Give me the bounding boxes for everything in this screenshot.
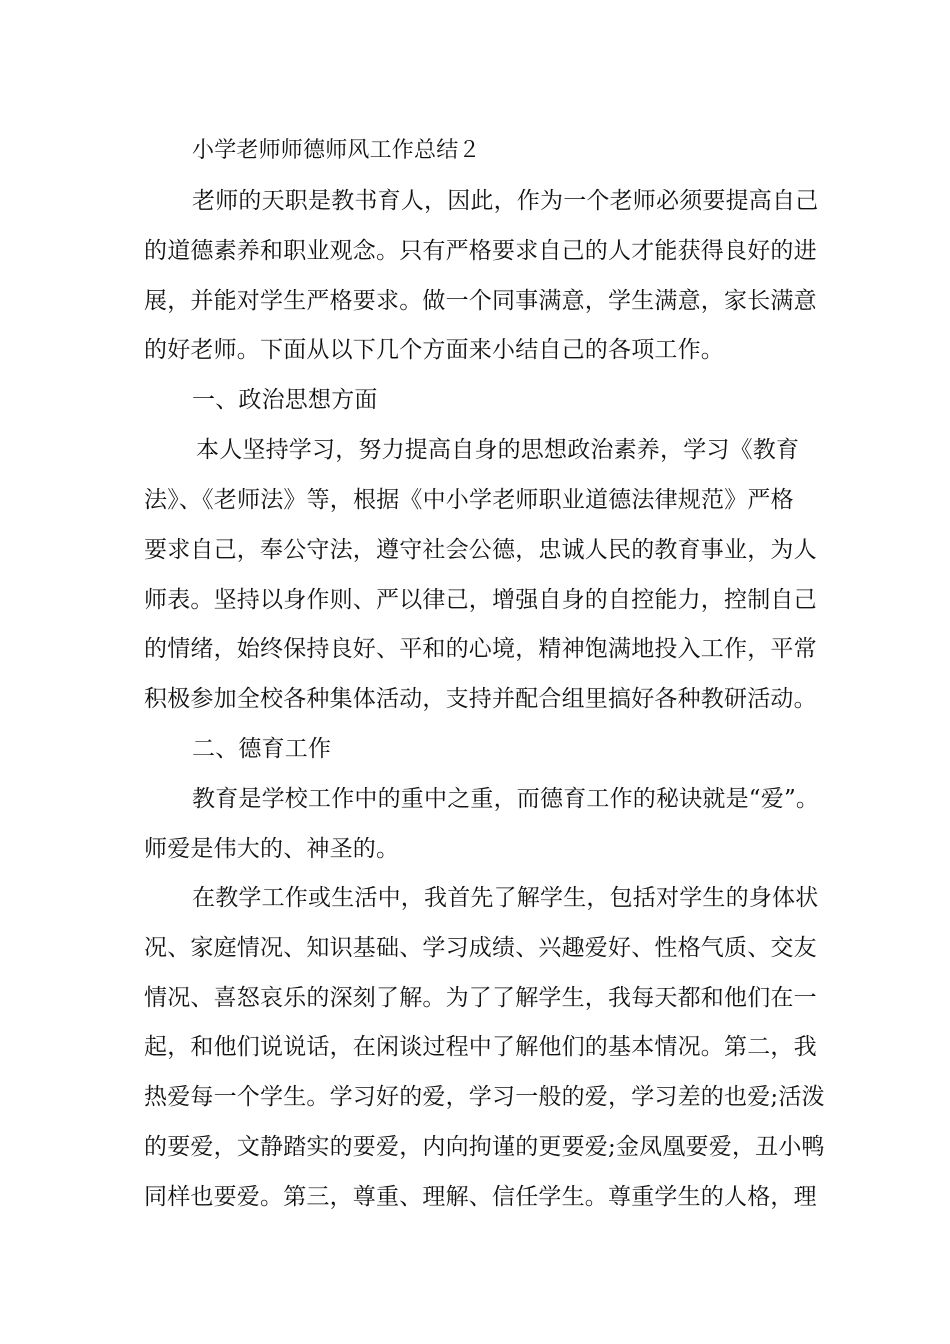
paragraph-line: 的道德素养和职业观念。只有严格要求自己的人才能获得良好的进 xyxy=(144,238,817,264)
paragraph-line: 积极参加全校各种集体活动，支持并配合组里搞好各种教研活动。 xyxy=(144,686,817,712)
section-heading: 一、政治思想方面 xyxy=(192,387,378,413)
paragraph-line: 师表。坚持以身作则、严以律己，增强自身的自控能力，控制自己 xyxy=(144,587,817,613)
paragraph-line: 起，和他们说说话，在闲谈过程中了解他们的基本情况。第二，我 xyxy=(144,1034,817,1060)
paragraph-line: 老师的天职是教书育人，因此，作为一个老师必须要提高自己 xyxy=(192,188,819,214)
paragraph-line: 的要爱，文静踏实的要爱，内向拘谨的更要爱;金凤凰要爱，丑小鸭 xyxy=(144,1134,825,1160)
paragraph-line: 要求自己，奉公守法，遵守社会公德，忠诚人民的教育事业，为人 xyxy=(144,537,817,563)
document-title: 小学老师师德师风工作总结２ xyxy=(192,138,481,163)
paragraph-line: 情况、喜怒哀乐的深刻了解。为了了解学生，我每天都和他们在一 xyxy=(144,985,817,1011)
paragraph-line: 展，并能对学生严格要求。做一个同事满意，学生满意，家长满意 xyxy=(144,288,817,314)
paragraph-line: 的好老师。下面从以下几个方面来小结自己的各项工作。 xyxy=(144,337,724,363)
paragraph-line: 教育是学校工作中的重中之重，而德育工作的秘诀就是“爱”。 xyxy=(192,786,820,812)
paragraph-line: 师爱是伟大的、神圣的。 xyxy=(144,836,400,862)
paragraph-line: 在教学工作或生活中，我首先了解学生，包括对学生的身体状 xyxy=(192,885,819,911)
paragraph-line: 热爱每一个学生。学习好的爱，学习一般的爱，学习差的也爱;活泼 xyxy=(144,1084,825,1110)
paragraph-line: 同样也要爱。第三，尊重、理解、信任学生。尊重学生的人格，理 xyxy=(144,1184,817,1210)
paragraph-line: 法》、《老师法》等，根据《中小学老师职业道德法律规范》严格 xyxy=(144,487,794,513)
section-heading: 二、德育工作 xyxy=(192,736,332,762)
paragraph-line: 况、家庭情况、知识基础、学习成绩、兴趣爱好、性格气质、交友 xyxy=(144,935,817,961)
paragraph-line: 的情绪，始终保持良好、平和的心境，精神饱满地投入工作，平常 xyxy=(144,636,817,662)
paragraph-line: 本人坚持学习，努力提高自身的思想政治素养，学习《教育 xyxy=(196,437,800,463)
